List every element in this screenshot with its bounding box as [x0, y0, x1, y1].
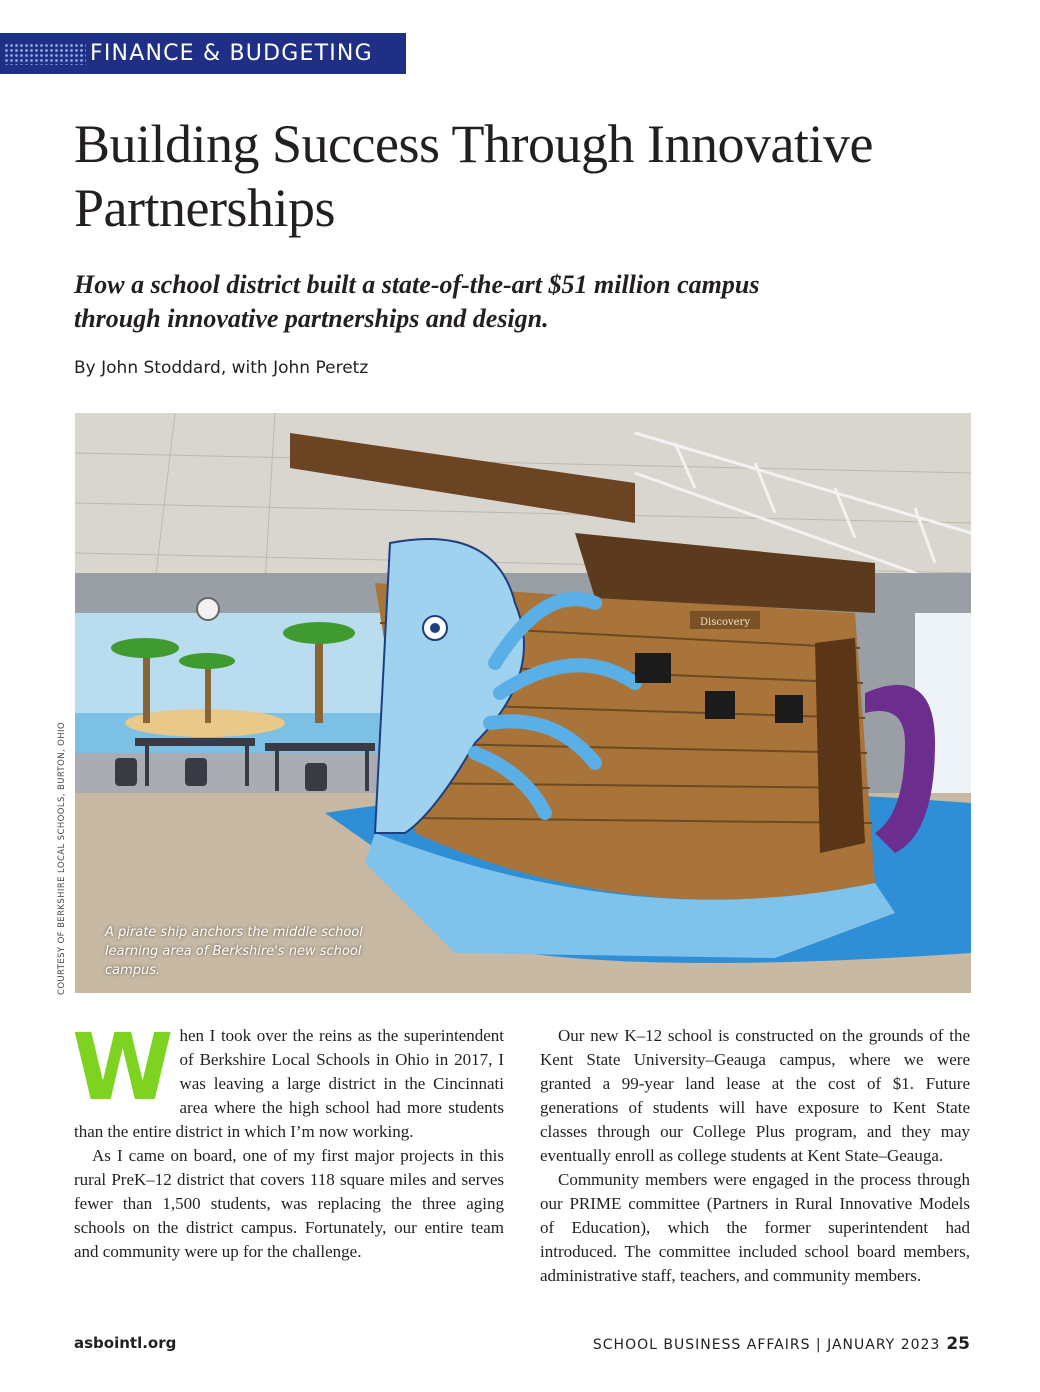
footer-publication	[593, 1334, 970, 1354]
drop-cap: W	[72, 1014, 174, 1121]
photo-caption: A pirate ship anchors the middle school learning area of Berkshire's new school campus.	[105, 925, 363, 978]
page-number: 25	[946, 1334, 970, 1354]
dot-pattern-icon	[4, 43, 86, 65]
article-subtitle: How a school district built a state-of-the-art $51 million campus through innovative partnerships and design.	[74, 270, 760, 333]
body-column-right	[540, 1024, 970, 1288]
body-paragraph: Our new K–12 school is constructed on the grounds of the Kent State University–Geauga campus, where we were granted a 99-year land lease at the cost of $1. Future generations of students will have exposure to Kent State classes through our College Plus program, and they may eventually enroll as college students at Kent State–Geauga.	[540, 1026, 970, 1165]
paragraph-text: hen I took over the reins as the superintendent of Berkshire Local Schools in Ohio in 2017, I was leaving a large district in the Cincinnati area where the high school had more students than the entire district in which I’m now working.	[74, 1026, 504, 1141]
section-label: FINANCE & BUDGETING	[90, 41, 373, 66]
article-photo	[75, 413, 971, 993]
pirate-ship-illustration	[75, 413, 971, 993]
body-paragraph: Community members were engaged in the process through our PRIME committee (Partners in Rural Innovative Models of Education), which the former superintendent had introduced. The committee included school board members, administrative staff, teachers, and community members.	[540, 1170, 970, 1285]
ship-name-plate: Discovery	[700, 617, 750, 628]
body-paragraph	[72, 1014, 504, 1144]
section-tag	[0, 33, 406, 74]
body-column-left	[72, 1014, 504, 1264]
body-paragraph: As I came on board, one of my first major projects in this rural PreK–12 district that covers 118 square miles and serves fewer than 1,500 students, was replacing the three aging schools on the district campus. Fortunately, our entire team and community were up for the challenge.	[74, 1146, 504, 1261]
publication-label: SCHOOL BUSINESS AFFAIRS | JANUARY 2023	[592, 1337, 941, 1353]
article-byline: By John Stoddard, with John Peretz	[74, 358, 369, 378]
article-title: Building Success Through Innovative Partnerships	[74, 114, 873, 238]
photo-credit: COURTESY OF BERKSHIRE LOCAL SCHOOLS, BURTON, OHIO	[57, 721, 67, 995]
footer-website: asbointl.org	[74, 1334, 177, 1352]
